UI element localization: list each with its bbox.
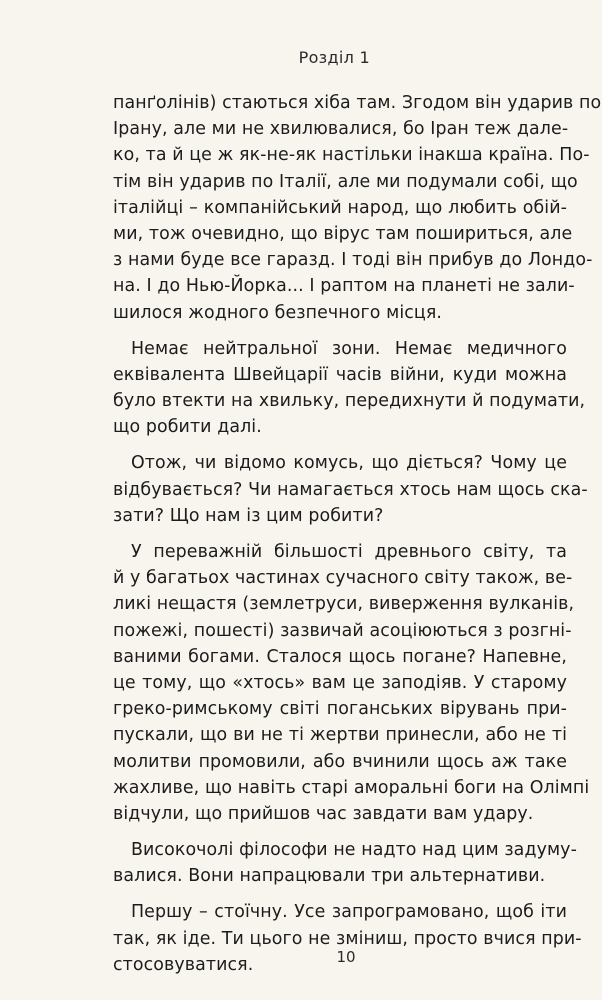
paragraph: [113, 837, 577, 889]
page-number: 10: [336, 948, 356, 966]
text-line: на. І до Нью-Йорка... І раптом на планеті не зали-: [113, 276, 575, 297]
text-line: тім він ударив по Італії, але ми подумали собі, що: [113, 171, 578, 192]
text-line: шилося жодного безпечного місця.: [113, 302, 443, 323]
paragraph: [113, 899, 582, 978]
text-line: ми, тож очевидно, що вірус там пошириться, але: [113, 223, 573, 244]
text-line: ко, та й це ж як-не-як настільки інакша країна. По-: [113, 145, 590, 166]
text-line: зати? Що нам із цим робити?: [113, 505, 384, 526]
text-line: було втекти на хвильку, передихнути й подумати,: [113, 391, 586, 412]
paragraph: [113, 539, 590, 827]
paragraph: [113, 336, 586, 441]
text-line: стосовуватися.: [113, 954, 254, 975]
text-line: греко-римському світі поганських вірувань при-: [113, 699, 567, 720]
text-line: панґолінів) стаються хіба там. Згодом він ударив по: [113, 93, 602, 113]
text-line: італійці – компанійський народ, що любить обій-: [113, 197, 567, 218]
text-line: відбувається? Чи намагається хтось нам щось ска-: [113, 479, 588, 500]
text-line: й у багатьох частинах сучасного світу також, ве-: [113, 568, 573, 589]
text-line: так, як іде. Ти цього не зміниш, просто вчися при-: [113, 928, 582, 949]
text-line: Ірану, але ми не хвилювалися, бо Іран теж дале-: [113, 119, 569, 140]
running-header: Розділ 1: [298, 48, 370, 67]
text-line: жахливе, що навіть старі аморальні боги на Олімпі: [113, 777, 590, 798]
body-text: [113, 90, 602, 978]
text-line: це тому, що «хтось» вам це заподіяв. У старому: [113, 672, 567, 693]
text-line: У переважній більшості древнього світу, та: [131, 542, 567, 562]
text-line: молитви промовили, або вчинили щось аж таке: [113, 751, 567, 772]
text-line: еквівалента Швейцарії часів війни, куди можна: [113, 364, 567, 385]
text-line: Першу – стоїчну. Усе запрограмовано, щоб іти: [131, 902, 567, 923]
text-line: з нами буде все гаразд. І тоді він прибув до Лондо-: [113, 250, 593, 271]
text-line: ваними богами. Сталося щось погане? Напевне,: [113, 646, 567, 667]
text-line: відчули, що прийшов час завдати вам удару.: [113, 803, 534, 824]
text-line: ликі нещастя (землетруси, виверження вулканів,: [113, 594, 575, 615]
text-line: пускали, що ви не ті жертви принесли, або не ті: [113, 725, 567, 746]
text-line: що робити далі.: [113, 417, 262, 438]
paragraph: [113, 90, 602, 326]
text-line: пожежі, пошесті) зазвичай асоціюються з розгні-: [113, 620, 572, 641]
text-line: Отож, чи відомо комусь, що діється? Чому це: [131, 453, 567, 474]
paragraph: [113, 450, 588, 529]
text-line: Немає нейтральної зони. Немає медичного: [131, 338, 567, 359]
text-line: валися. Вони напрацювали три альтернативи.: [113, 866, 546, 887]
text-line: Високочолі філософи не надто над цим задуму-: [131, 840, 577, 861]
